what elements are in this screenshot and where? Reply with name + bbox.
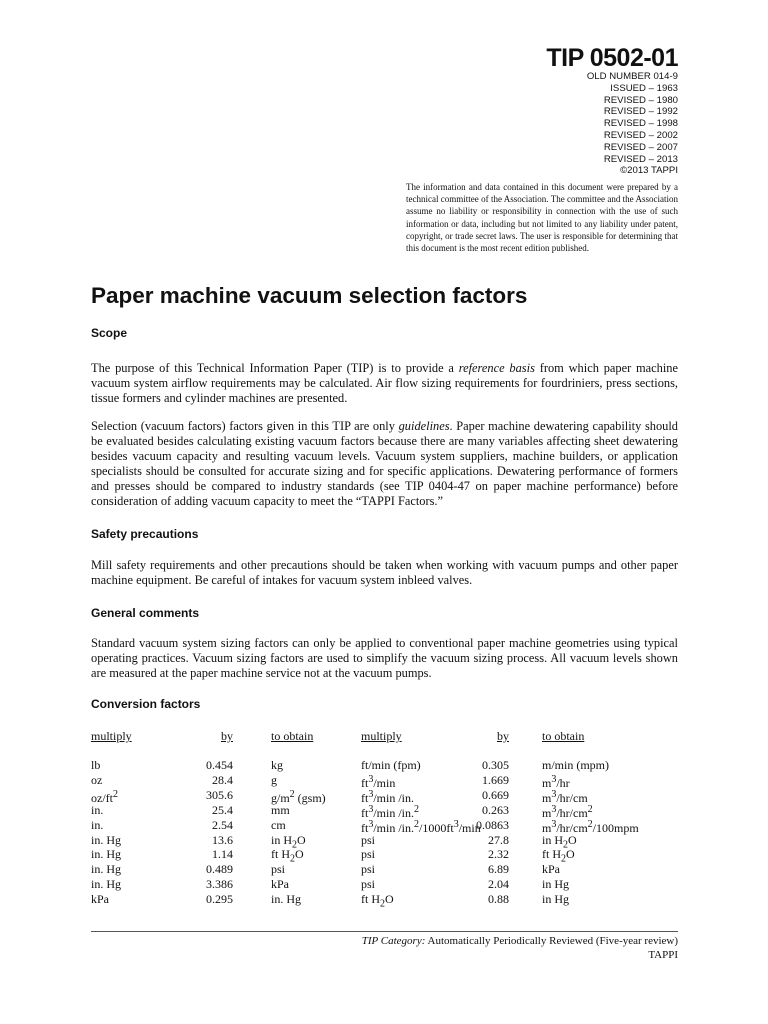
table-cell-factor: 6.89	[488, 862, 509, 877]
table-cell-factor: 13.6	[212, 832, 233, 847]
table-cell-to-obtain: g	[271, 772, 277, 787]
footer-organization: TAPPI	[648, 949, 678, 961]
table-cell-factor: 28.4	[212, 772, 233, 787]
footer-divider	[91, 931, 678, 932]
table-cell-to-obtain: kPa	[542, 862, 560, 877]
table-cell-multiply: $ft^3/\min$ /in.	[361, 788, 415, 805]
text-run-italic: reference basis	[458, 361, 535, 375]
table-cell-to-obtain: $m^3/hr/cm^2$	[542, 803, 593, 820]
scope-paragraph-1	[91, 361, 678, 406]
text-run: from which paper machine vacuum system airflow requirements may be calculated. Air flow sizing requirements for fourdriniers, press sections, tissue formers and cylinder machines are presented.	[91, 361, 679, 405]
disclaimer-text: The information and data contained in this document were prepared by a technical committee of the Association. The committee and the Association assume no liability or responsibility in connection with the use of such information or data, including but not limited to any liability under patent, copyright, or trade secret laws. The user is responsible for determining that this document is the most recent edition published.	[406, 182, 678, 254]
table-cell-multiply: psi	[361, 877, 376, 892]
table-cell-to-obtain: in $H_2O$	[271, 832, 306, 850]
general-comments-paragraph: Standard vacuum system sizing factors can only be applied to conventional paper machine geometries using typical operating practices. Vacuum sizing factors are used to simplify the vacuum sizing process. All vacuum levels shown are measured at the paper machine service not at the vacuum pumps.	[91, 636, 678, 680]
table-cell-to-obtain: $m^3/hr/cm^2/100mpm$	[542, 818, 639, 835]
column-header-to-obtain: to obtain	[271, 729, 314, 743]
text-run: . Paper machine dewatering capability should be evaluated besides calculating existing vacuum factors because there are many variables affecting sheet dewatering besides vacuum capacity and resulting vacuum levels. Vacuum system suppliers, machine builders, or application specialists should be consulted for accurate sizing and for specific applications. Dewatering performance of formers and presses should be compared to industry standards (see TIP 0404-47 on paper machine performance) before consideration of adding vacuum capacity to meet the “TAPPI Factors.”	[91, 419, 679, 508]
table-cell-multiply: in. Hg	[91, 832, 121, 847]
footer-category	[362, 935, 678, 947]
copyright-line: ©2013 TAPPI	[620, 165, 678, 177]
table-cell-factor: 0.295	[206, 892, 233, 907]
table-cell-to-obtain: cm	[271, 817, 286, 832]
table-cell-to-obtain: $m^3/hr/cm$	[542, 788, 588, 805]
history-line: REVISED – 2002	[603, 129, 678, 141]
table-cell-multiply: psi	[361, 832, 376, 847]
table-cell-multiply: in.	[91, 817, 104, 832]
table-cell-to-obtain: ft $H_2O$	[271, 847, 304, 865]
table-cell-to-obtain: in $H_2O$	[542, 832, 577, 850]
table-cell-multiply: kPa	[91, 892, 109, 907]
table-cell-to-obtain: $m^3/hr$	[542, 773, 570, 790]
table-cell-factor: 2.54	[212, 817, 233, 832]
table-cell-factor: 0.305	[482, 758, 509, 772]
general-comments-heading: General comments	[91, 606, 200, 620]
table-cell-to-obtain: in Hg	[542, 877, 569, 892]
table-cell-to-obtain: ft $H_2O$	[542, 847, 575, 865]
history-line: OLD NUMBER 014-9	[586, 71, 678, 82]
table-cell-factor: 3.386	[206, 877, 233, 892]
text-run: Selection (vacuum factors) factors given in this TIP are only	[91, 419, 399, 433]
table-cell-factor: 0.263	[482, 802, 509, 817]
history-line: ISSUED – 1963	[610, 82, 678, 94]
safety-heading: Safety precautions	[91, 527, 199, 541]
history-line: REVISED – 1998	[603, 118, 678, 130]
table-cell-factor: 1.669	[482, 772, 509, 787]
table-cell-multiply: in. Hg	[91, 877, 121, 892]
column-header-factor-2: by	[497, 729, 509, 743]
scope-heading: Scope	[91, 326, 128, 340]
table-cell-multiply: $oz/ft^2$	[91, 788, 118, 805]
table-cell-multiply: $ft^3/\min$	[361, 773, 396, 790]
table-cell-multiply: in. Hg	[91, 862, 121, 877]
table-cell-multiply: psi	[361, 862, 376, 877]
history-line: REVISED – 2013	[603, 153, 678, 165]
table-cell-multiply: ft/min (fpm)	[361, 758, 421, 772]
table-cell-to-obtain: kg	[271, 758, 283, 772]
column-header-multiply: multiply	[91, 729, 132, 743]
table-cell-multiply: in.	[91, 802, 104, 817]
text-run-italic: guidelines	[398, 419, 450, 433]
table-cell-to-obtain: $g/m^2$ (gsm)	[271, 788, 326, 805]
table-cell-factor: 0.454	[206, 758, 233, 772]
table-cell-multiply: $ft^3/\min$ $/in.^2/1000ft^3/\min$	[361, 818, 481, 835]
history-line: REVISED – 1980	[603, 94, 678, 106]
revision-history	[587, 71, 678, 177]
category-value: Automatically Periodically Reviewed (Five-year review)	[425, 935, 678, 947]
table-cell-multiply: lb	[91, 758, 101, 772]
table-cell-factor: 2.04	[488, 877, 509, 892]
table-cell-factor: 0.489	[206, 862, 233, 877]
table-cell-factor: 1.14	[212, 847, 233, 862]
table-cell-to-obtain: m/min (mpm)	[542, 758, 609, 772]
history-line: REVISED – 1992	[603, 106, 678, 118]
page-title: Paper machine vacuum selection factors	[91, 283, 528, 308]
text-run: The purpose of this Technical Information Paper (TIP) is to provide a	[91, 361, 459, 375]
table-cell-to-obtain: mm	[271, 802, 290, 817]
category-label: TIP Category:	[361, 935, 426, 947]
table-cell-factor: 0.88	[488, 892, 509, 907]
safety-paragraph: Mill safety requirements and other precautions should be taken when working with vacuum pumps and other paper machine equipment. Be careful of intakes for vacuum system inbleed valves.	[91, 558, 678, 587]
table-cell-multiply: oz	[91, 772, 103, 787]
table-cell-factor: 0.0863	[476, 817, 509, 832]
table-cell-factor: 25.4	[212, 802, 233, 817]
table-cell-to-obtain: psi	[271, 862, 286, 877]
table-cell-to-obtain: kPa	[271, 877, 289, 892]
table-cell-factor: 27.8	[488, 832, 509, 847]
table-cell-factor: 305.6	[206, 787, 233, 802]
tip-number: TIP 0502-01	[546, 44, 678, 72]
column-header-to-obtain-2: to obtain	[542, 729, 585, 743]
table-cell-multiply: in. Hg	[91, 847, 121, 862]
table-cell-to-obtain: in Hg	[542, 892, 569, 907]
table-cell-multiply: $ft^3/\min$ /in.$^2$	[361, 803, 420, 820]
column-header-multiply-2: multiply	[361, 729, 402, 743]
table-cell-to-obtain: in. Hg	[271, 892, 301, 907]
table-cell-factor: 0.669	[482, 787, 509, 802]
column-header-factor: by	[221, 729, 233, 743]
history-line: REVISED – 2007	[603, 141, 678, 153]
table-cell-multiply: psi	[361, 847, 376, 862]
scope-paragraph-2	[91, 419, 678, 509]
table-cell-factor: 2.32	[488, 847, 509, 862]
table-cell-multiply: ft $H_2O$	[361, 892, 394, 910]
conversion-factors-heading: Conversion factors	[91, 697, 201, 711]
